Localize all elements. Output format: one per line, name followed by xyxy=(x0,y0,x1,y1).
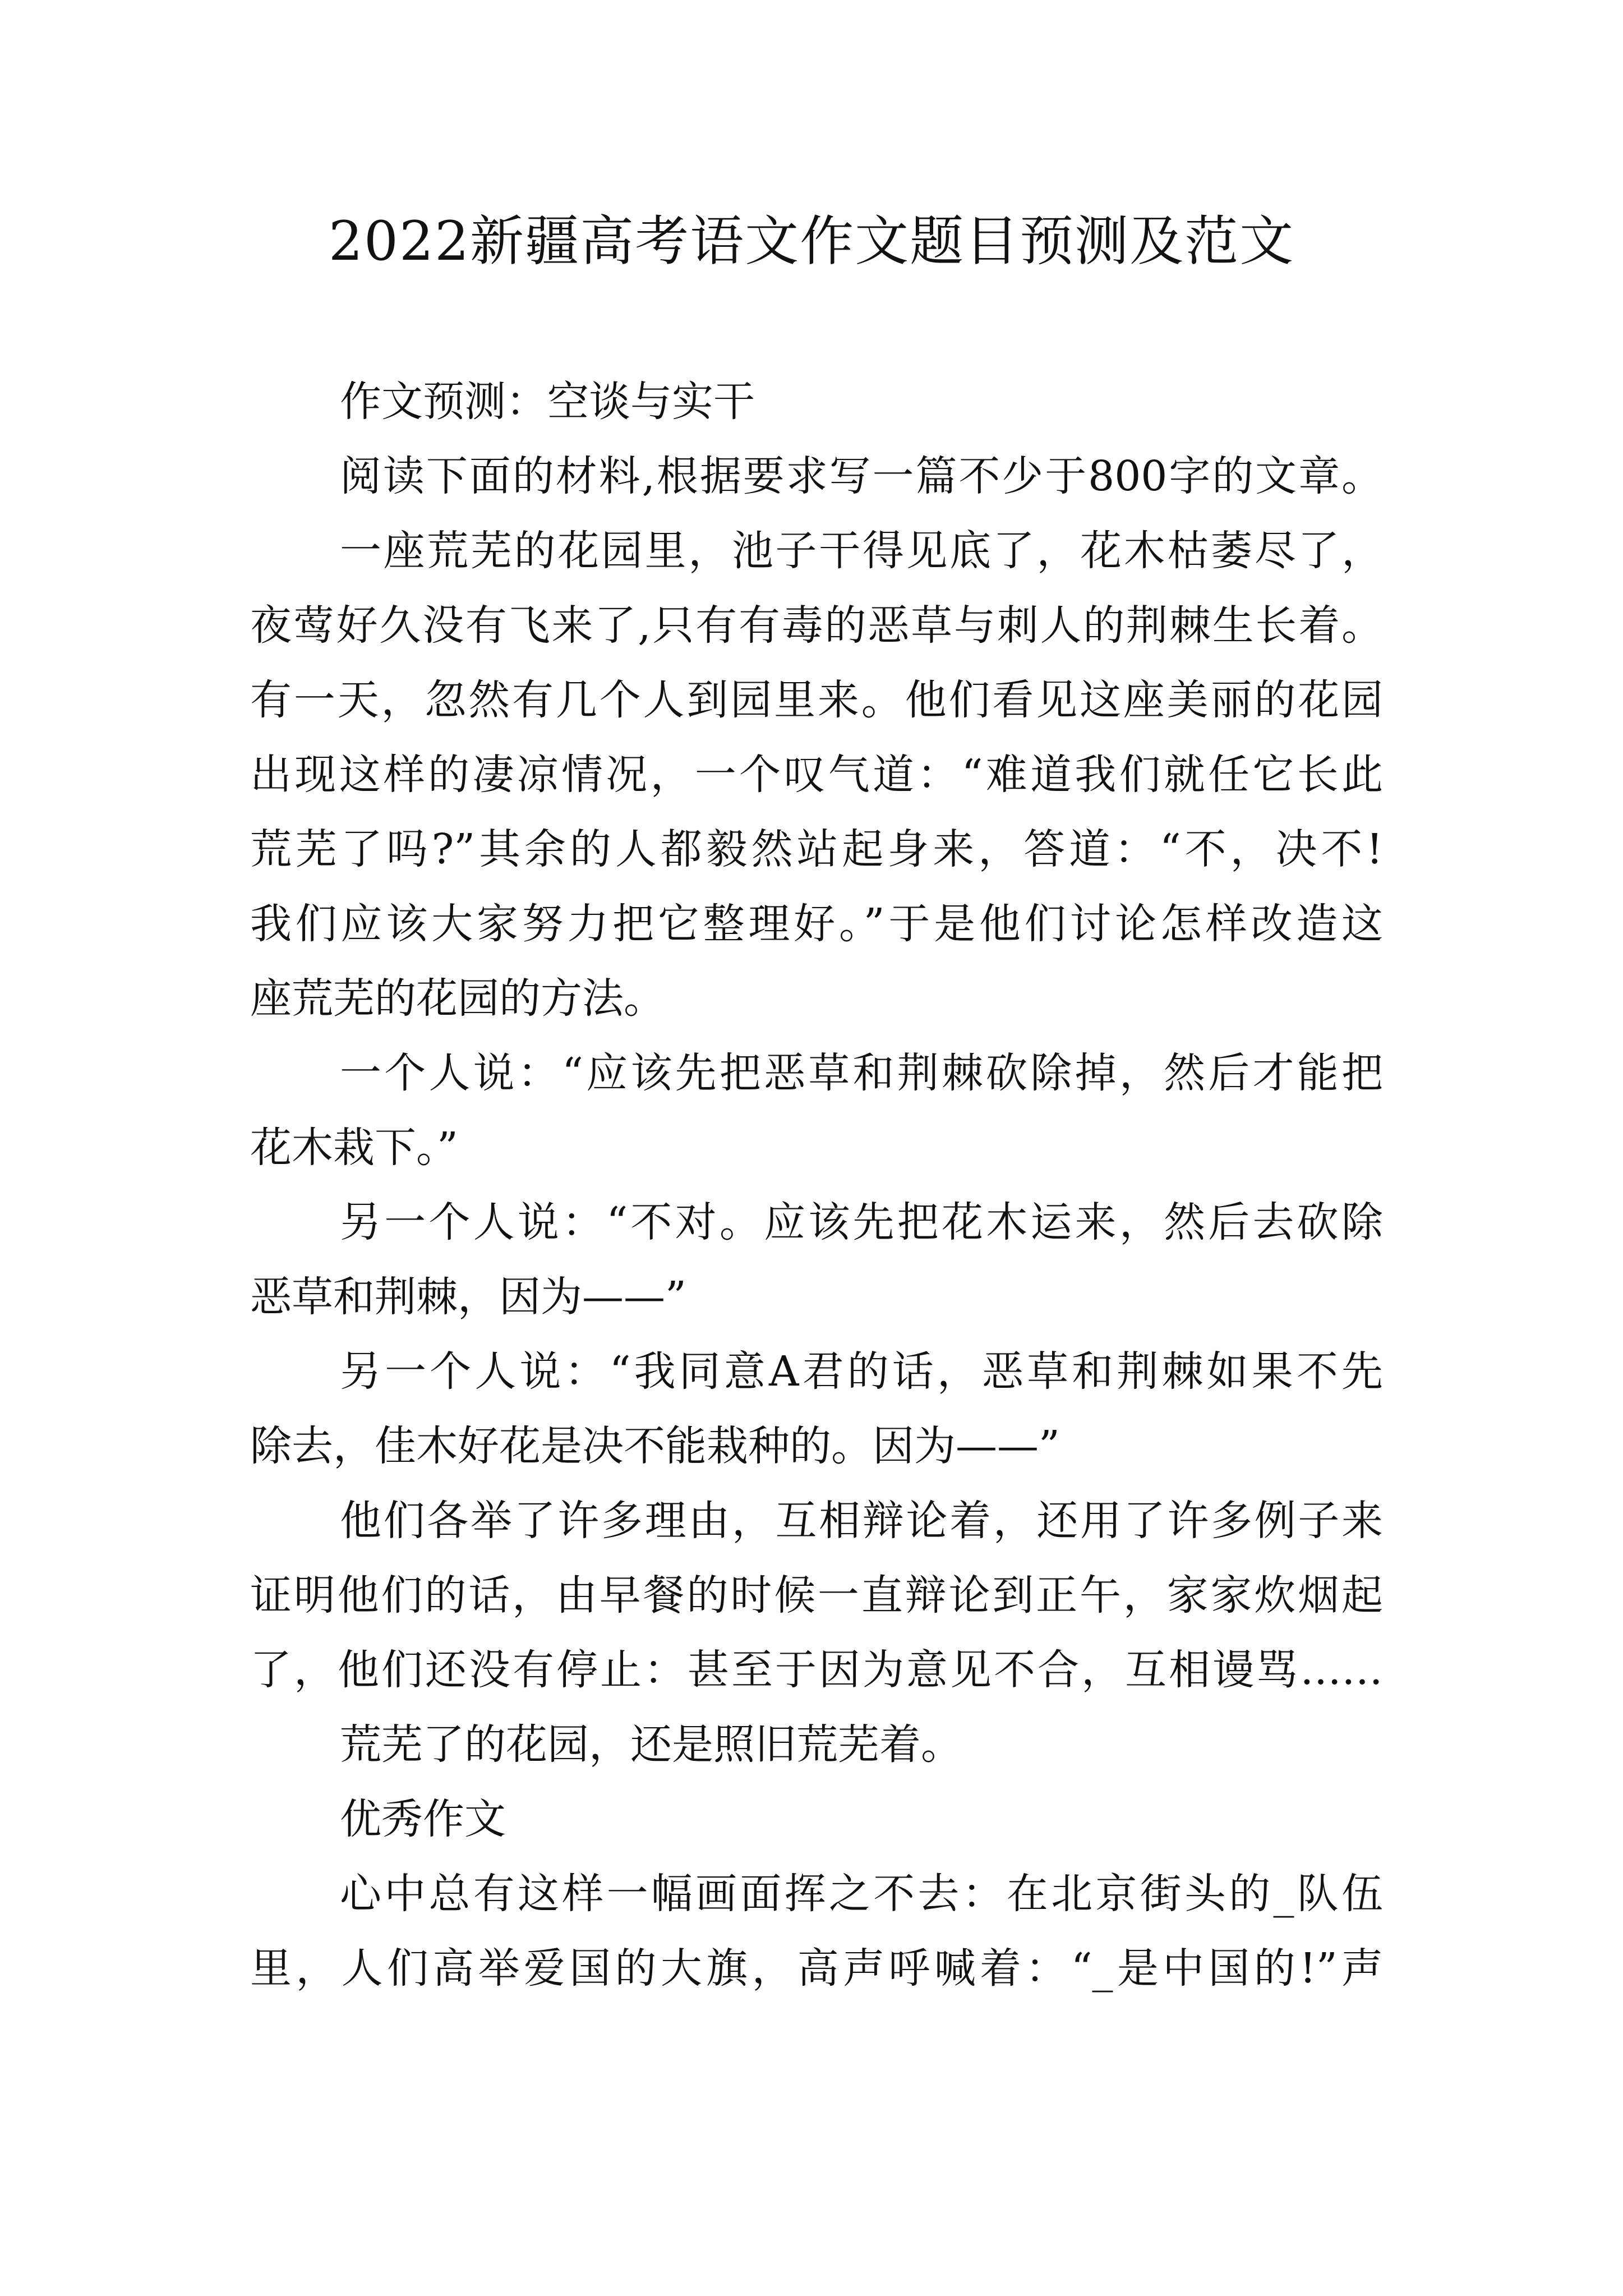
prompt-heading: 作文预测：空谈与实干 xyxy=(340,378,755,426)
paragraph-line: 恶草和荆棘，因为——” xyxy=(250,1273,686,1321)
paragraph-line: 除去，佳木好花是决不能栽种的。因为——” xyxy=(250,1422,1060,1470)
paragraph-line: 另一个人说：“不对。应该先把花木运来，然后去砍除 xyxy=(340,1198,1383,1246)
paragraph-line: 另一个人说：“我同意A君的话，恶草和荆棘如果不先 xyxy=(340,1347,1383,1396)
paragraph-line: 证明他们的话，由早餐的时候一直辩论到正午，家家炊烟起 xyxy=(250,1571,1383,1619)
paragraph-line: 我们应该大家努力把它整理好。”于是他们讨论怎样改造这 xyxy=(250,900,1383,948)
prompt-instruction: 阅读下面的材料,根据要求写一篇不少于800字的文章。 xyxy=(340,452,1383,500)
paragraph-line: 荒芜了的花园，还是照旧荒芜着。 xyxy=(340,1720,962,1769)
paragraph-line: 荒芜了吗?”其余的人都毅然站起身来，答道：“不，决不! xyxy=(250,825,1383,873)
paragraph-line: 里，人们高举爱国的大旗，高声呼喊着：“_是中国的!”声 xyxy=(250,1944,1383,1993)
paragraph-line: 夜莺好久没有飞来了,只有有毒的恶草与刺人的荆棘生长着。 xyxy=(250,601,1383,650)
paragraph-line: 了，他们还没有停止：甚至于因为意见不合，互相谩骂…… xyxy=(250,1646,1383,1694)
document-title: 2022新疆高考语文作文题目预测及范文 xyxy=(328,210,1295,273)
paragraph-line: 心中总有这样一幅画面挥之不去：在北京街头的_队伍 xyxy=(340,1870,1383,1918)
paragraph-line: 一座荒芜的花园里，池子干得见底了，花木枯萎尽了， xyxy=(340,527,1383,575)
paragraph-line: 座荒芜的花园的方法。 xyxy=(250,974,665,1023)
paragraph-line: 出现这样的凄凉情况，一个叹气道：“难道我们就任它长此 xyxy=(250,751,1383,799)
paragraph-line: 他们各举了许多理由，互相辩论着，还用了许多例子来 xyxy=(340,1497,1383,1545)
paragraph-line: 一个人说：“应该先把恶草和荆棘砍除掉，然后才能把 xyxy=(340,1049,1383,1097)
document-body xyxy=(250,365,1383,2006)
section-heading: 优秀作文 xyxy=(340,1795,506,1843)
paragraph-line: 有一天，忽然有几个人到园里来。他们看见这座美丽的花园 xyxy=(250,676,1383,724)
paragraph-line: 花木栽下。” xyxy=(250,1124,458,1172)
